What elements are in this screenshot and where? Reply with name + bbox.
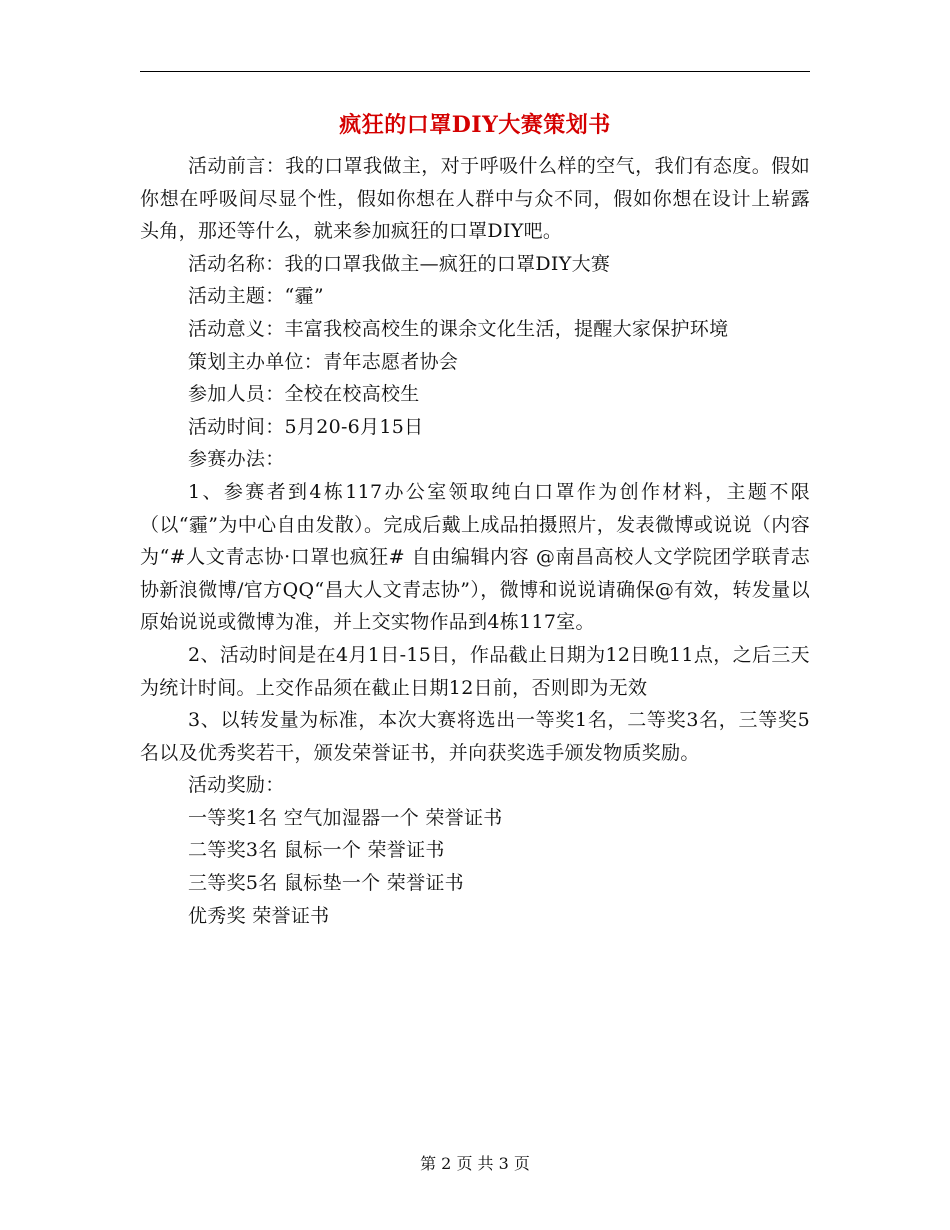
paragraph-activity-theme: 活动主题：“霾” <box>188 285 324 308</box>
paragraph-award-third: 三等奖5名 鼠标垫一个 荣誉证书 <box>188 872 464 895</box>
paragraph-activity-time: 活动时间：5月20-6月15日 <box>188 415 424 438</box>
paragraph-rules-heading: 参赛办法： <box>188 448 285 471</box>
header-rule <box>140 71 810 72</box>
paragraph-awards-heading: 活动奖励： <box>188 774 285 797</box>
document-body <box>140 150 810 932</box>
paragraph-award-first: 一等奖1名 空气加湿器一个 荣誉证书 <box>188 806 503 829</box>
paragraph-activity-meaning: 活动意义：丰富我校高校生的课余文化生活，提醒大家保护环境 <box>188 317 729 340</box>
paragraph-preface: 活动前言：我的口罩我做主，对于呼吸什么样的空气，我们有态度。假如你想在呼吸间尽显个性，假如你想在人群中与众不同，假如你想在设计上崭露头角，那还等什么，就来参加疯狂的口罩DIY吧。 <box>140 155 810 243</box>
paragraph-rule-2: 2、活动时间是在4月1日-15日，作品截止日期为12日晚11点，之后三天为统计时间。上交作品须在截止日期12日前，否则即为无效 <box>140 643 810 699</box>
paragraph-award-second: 二等奖3名 鼠标一个 荣誉证书 <box>188 839 445 862</box>
paragraph-organizer: 策划主办单位：青年志愿者协会 <box>188 350 459 373</box>
page-number: 第 2 页 共 3 页 <box>420 1154 530 1173</box>
paragraph-rule-3: 3、以转发量为标准，本次大赛将选出一等奖1名，二等奖3名，三等奖5名以及优秀奖若干，颁发荣誉证书，并向获奖选手颁发物质奖励。 <box>140 709 810 764</box>
document-title: 疯狂的口罩DIY大赛策划书 <box>339 112 611 138</box>
paragraph-award-excellence: 优秀奖 荣誉证书 <box>188 904 330 927</box>
paragraph-activity-name: 活动名称：我的口罩我做主—疯狂的口罩DIY大赛 <box>188 252 611 275</box>
paragraph-rule-1: 1、参赛者到4栋117办公室领取纯白口罩作为创作材料，主题不限（以“霾”为中心自由发散）。完成后戴上成品拍摄照片，发表微博或说说（内容为“#人文青志协·口罩也疯狂# 自由编辑内容 @南昌高校人文学院团学联青志协新浪微博/官方QQ“昌大人文青志协”），微博和说说请确保@有效，转发量以原始说说或微博为准，并上交实物作品到4栋117室。 <box>140 480 810 634</box>
paragraph-participants: 参加人员：全校在校高校生 <box>188 383 420 406</box>
